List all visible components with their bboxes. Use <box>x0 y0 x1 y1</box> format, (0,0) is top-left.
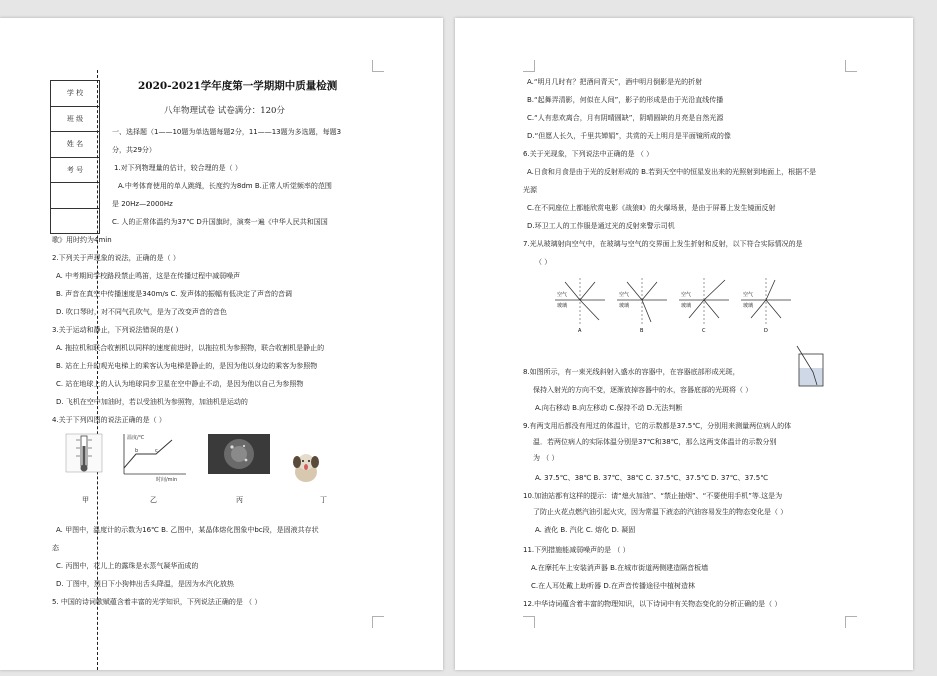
text-line: B. 站在上升的观光电梯上的乘客认为电梯是静止的，是因为他以身边的乘客为参照物 <box>56 362 318 370</box>
text-line: 分，共29分） <box>112 146 156 154</box>
text-line: 9.有两支用后都没有甩过的体温计，它的示数都是37.5℃，分别用来测量两位病人的体 <box>523 422 792 430</box>
svg-text:玻璃: 玻璃 <box>681 303 692 309</box>
text-line: A. 甲图中，温度计的示数为16℃ B. 乙图中，某晶体熔化图象中bc段，是固液共存状 <box>56 526 319 534</box>
text-line: 一、选择题（1——10题为单选题每题2分，11——13题为多选题，每题3 <box>112 128 342 136</box>
dog-photo <box>288 450 324 484</box>
crop-mark <box>372 616 384 628</box>
text-line: 歌》用时约为4min <box>52 236 112 244</box>
text-line: 12.中华诗词蕴含着丰富的物理知识，以下诗词中有关物态变化的分析正确的是（ ） <box>523 600 782 608</box>
text-line: 态 <box>52 544 59 552</box>
text-line: A. 液化 B. 汽化 C. 熔化 D. 凝固 <box>535 526 636 534</box>
svg-text:B: B <box>640 328 644 334</box>
crop-mark <box>845 616 857 628</box>
diagram-c <box>679 278 729 334</box>
text-line: 2.下列关于声现象的说法，正确的是（ ） <box>52 254 180 262</box>
figure-label: 丁 <box>320 496 327 504</box>
exam-number-field: 考 号 <box>51 158 99 184</box>
thermometer-figure <box>64 432 104 474</box>
crop-mark <box>523 616 535 628</box>
text-line: 光源 <box>523 186 537 194</box>
diagram-b <box>617 278 667 334</box>
exam-title: 2020-2021学年度第一学期期中质量检测 <box>138 80 338 92</box>
svg-text:玻璃: 玻璃 <box>557 303 568 309</box>
svg-text:C: C <box>702 328 706 334</box>
svg-text:空气: 空气 <box>681 292 692 298</box>
document-page-right[interactable] <box>455 18 913 670</box>
text-line: C. 丙图中，花儿上的露珠是水蒸气凝华而成的 <box>56 562 199 570</box>
text-line: A. 中考期间学校路段禁止鸣笛，这是在传播过程中减弱噪声 <box>56 272 241 280</box>
melting-graph-figure <box>116 430 190 482</box>
text-line: D. 丁图中，烈日下小狗伸出舌头降温，是因为水汽化放热 <box>56 580 234 588</box>
text-line: 6.关于光现象，下列说法中正确的是 （ ） <box>523 150 654 158</box>
text-line: 了防止火花点燃汽油引起火灾，因为常温下液态的汽油容易发生的物态变化是（ ） <box>533 508 788 516</box>
svg-text:空气: 空气 <box>743 292 754 298</box>
flower-dew-photo <box>208 434 270 474</box>
text-line: C. 人的正常体温约为37℃ D升国旗时，演奏一遍《中华人民共和国国 <box>112 218 328 226</box>
class-field: 班 级 <box>51 107 99 133</box>
text-line: 为 （ ） <box>533 454 559 462</box>
text-line: 5. 中国的诗词歌赋蕴含着丰富的光学知识，下列说法正确的是 （ ） <box>52 598 262 606</box>
student-info-box <box>50 80 100 234</box>
text-line: 8.如图所示，有一束光线斜射入盛水的容器中，在容器底部形成光斑， <box>523 368 740 376</box>
document-page-left[interactable] <box>0 18 443 670</box>
diagram-a <box>555 278 605 334</box>
svg-text:玻璃: 玻璃 <box>743 303 754 309</box>
svg-text:空气: 空气 <box>619 292 630 298</box>
point-b-label: b <box>135 448 139 454</box>
refraction-diagrams <box>551 274 801 334</box>
text-line: D. 吹口琴时，对不同气孔吹气，是为了改变声音的音色 <box>56 308 227 316</box>
text-line: A. 拖拉机和联合收割机以同样的速度前进时，以拖拉机为参照物，联合收割机是静止的 <box>56 344 325 352</box>
text-line: A.“明月几时有？把酒问青天”，酒中明月倒影是光的折射 <box>527 78 703 86</box>
text-line: A.日食和月食是由于光的反射形成的 B.若到天空中的恒星发出来的光照射到地面上，根据不是 <box>527 168 817 176</box>
text-line: A.在摩托车上安装消声器 B.在城市街道两侧建造隔音板墙 <box>531 564 709 572</box>
chart-x-label: 时间/min <box>156 477 178 482</box>
text-line: C. 站在地球上的人认为地球同步卫星在空中静止不动，是因为他以自己为参照物 <box>56 380 304 388</box>
water-container-figure <box>795 344 827 390</box>
blank-field <box>51 183 99 209</box>
text-line: 10.加油站都有这样的提示：请“熄火加油”、“禁止抽烟”、“不要使用手机”等.这是为 <box>523 492 783 500</box>
text-line: A.中考体育使用的单人跳绳，长度约为8dm B.正常人听觉频率的范围 <box>118 182 332 190</box>
text-line: C.“人有悲欢离合，月有阴晴圆缺”，阴晴圆缺的月亮是自然光源 <box>527 114 724 122</box>
text-line: 保持入射光的方向不变，逐渐放掉容器中的水，容器底部的光斑将（ ） <box>533 386 753 394</box>
point-c-label: c <box>155 448 158 454</box>
text-line: D.“但愿人长久，千里共婵娟”，共赏的天上明月是平面镜所成的像 <box>527 132 731 140</box>
diagram-d <box>741 278 791 334</box>
text-line: 4.关于下列四图的说法正确的是（ ） <box>52 416 166 424</box>
svg-text:空气: 空气 <box>557 292 568 298</box>
text-line: 3.关于运动和静止，下列说法错误的是( ) <box>52 326 179 334</box>
text-line: C.在不同座位上都能欣赏电影《战狼Ⅱ》的火爆场景，是由于屏幕上发生镜面反射 <box>527 204 776 212</box>
text-line: D. 飞机在空中加油时，若以受油机为参照物，加油机是运动的 <box>56 398 248 406</box>
school-field: 学 校 <box>51 81 99 107</box>
text-line: 7.光从玻璃射向空气中，在玻璃与空气的交界面上发生折射和反射，以下符合实际情况的是 <box>523 240 803 248</box>
figure-label: 甲 <box>82 496 89 504</box>
text-line: A. 37.5℃、38℃ B. 37℃、38℃ C. 37.5℃、37.5℃ D. 37℃、37.5℃ <box>535 474 769 482</box>
svg-text:玻璃: 玻璃 <box>619 303 630 309</box>
crop-mark <box>845 60 857 72</box>
exam-subtitle: 八年物理试卷 试卷满分：120分 <box>164 106 285 116</box>
figure-label: 乙 <box>150 496 157 504</box>
student-name-field: 姓 名 <box>51 132 99 158</box>
chart-y-label: 温度/℃ <box>127 435 145 441</box>
text-line: 11.下列措施能减弱噪声的是 （ ） <box>523 546 630 554</box>
text-line: A.向右移动 B.向左移动 C.保持不动 D.无法判断 <box>535 404 683 412</box>
blank-field <box>51 209 99 235</box>
svg-text:A: A <box>578 328 582 334</box>
text-line: B. 声音在真空中传播速度是340m/s C. 发声体的振幅有低决定了声音的音调 <box>56 290 292 298</box>
text-line: C.在人耳处戴上助听器 D.在声音传播途径中植树造林 <box>531 582 695 590</box>
figure-label: 丙 <box>236 496 243 504</box>
crop-mark <box>523 60 535 72</box>
svg-text:D: D <box>764 328 768 334</box>
text-line: 1.对下列物理量的估计，较合理的是（ ） <box>114 164 242 172</box>
text-line: （ ） <box>535 258 552 266</box>
text-line: D.环卫工人的工作服是通过光的反射来警示司机 <box>527 222 675 230</box>
text-line: B.“起舞弄清影，何似在人间”，影子的形成是由于光沿直线传播 <box>527 96 724 104</box>
text-line: 温．若两位病人的实际体温分别是37℃和38℃，那么这两支体温计的示数分别 <box>533 438 777 446</box>
text-line: 是 20Hz—2000Hz <box>112 200 173 208</box>
crop-mark <box>372 60 384 72</box>
